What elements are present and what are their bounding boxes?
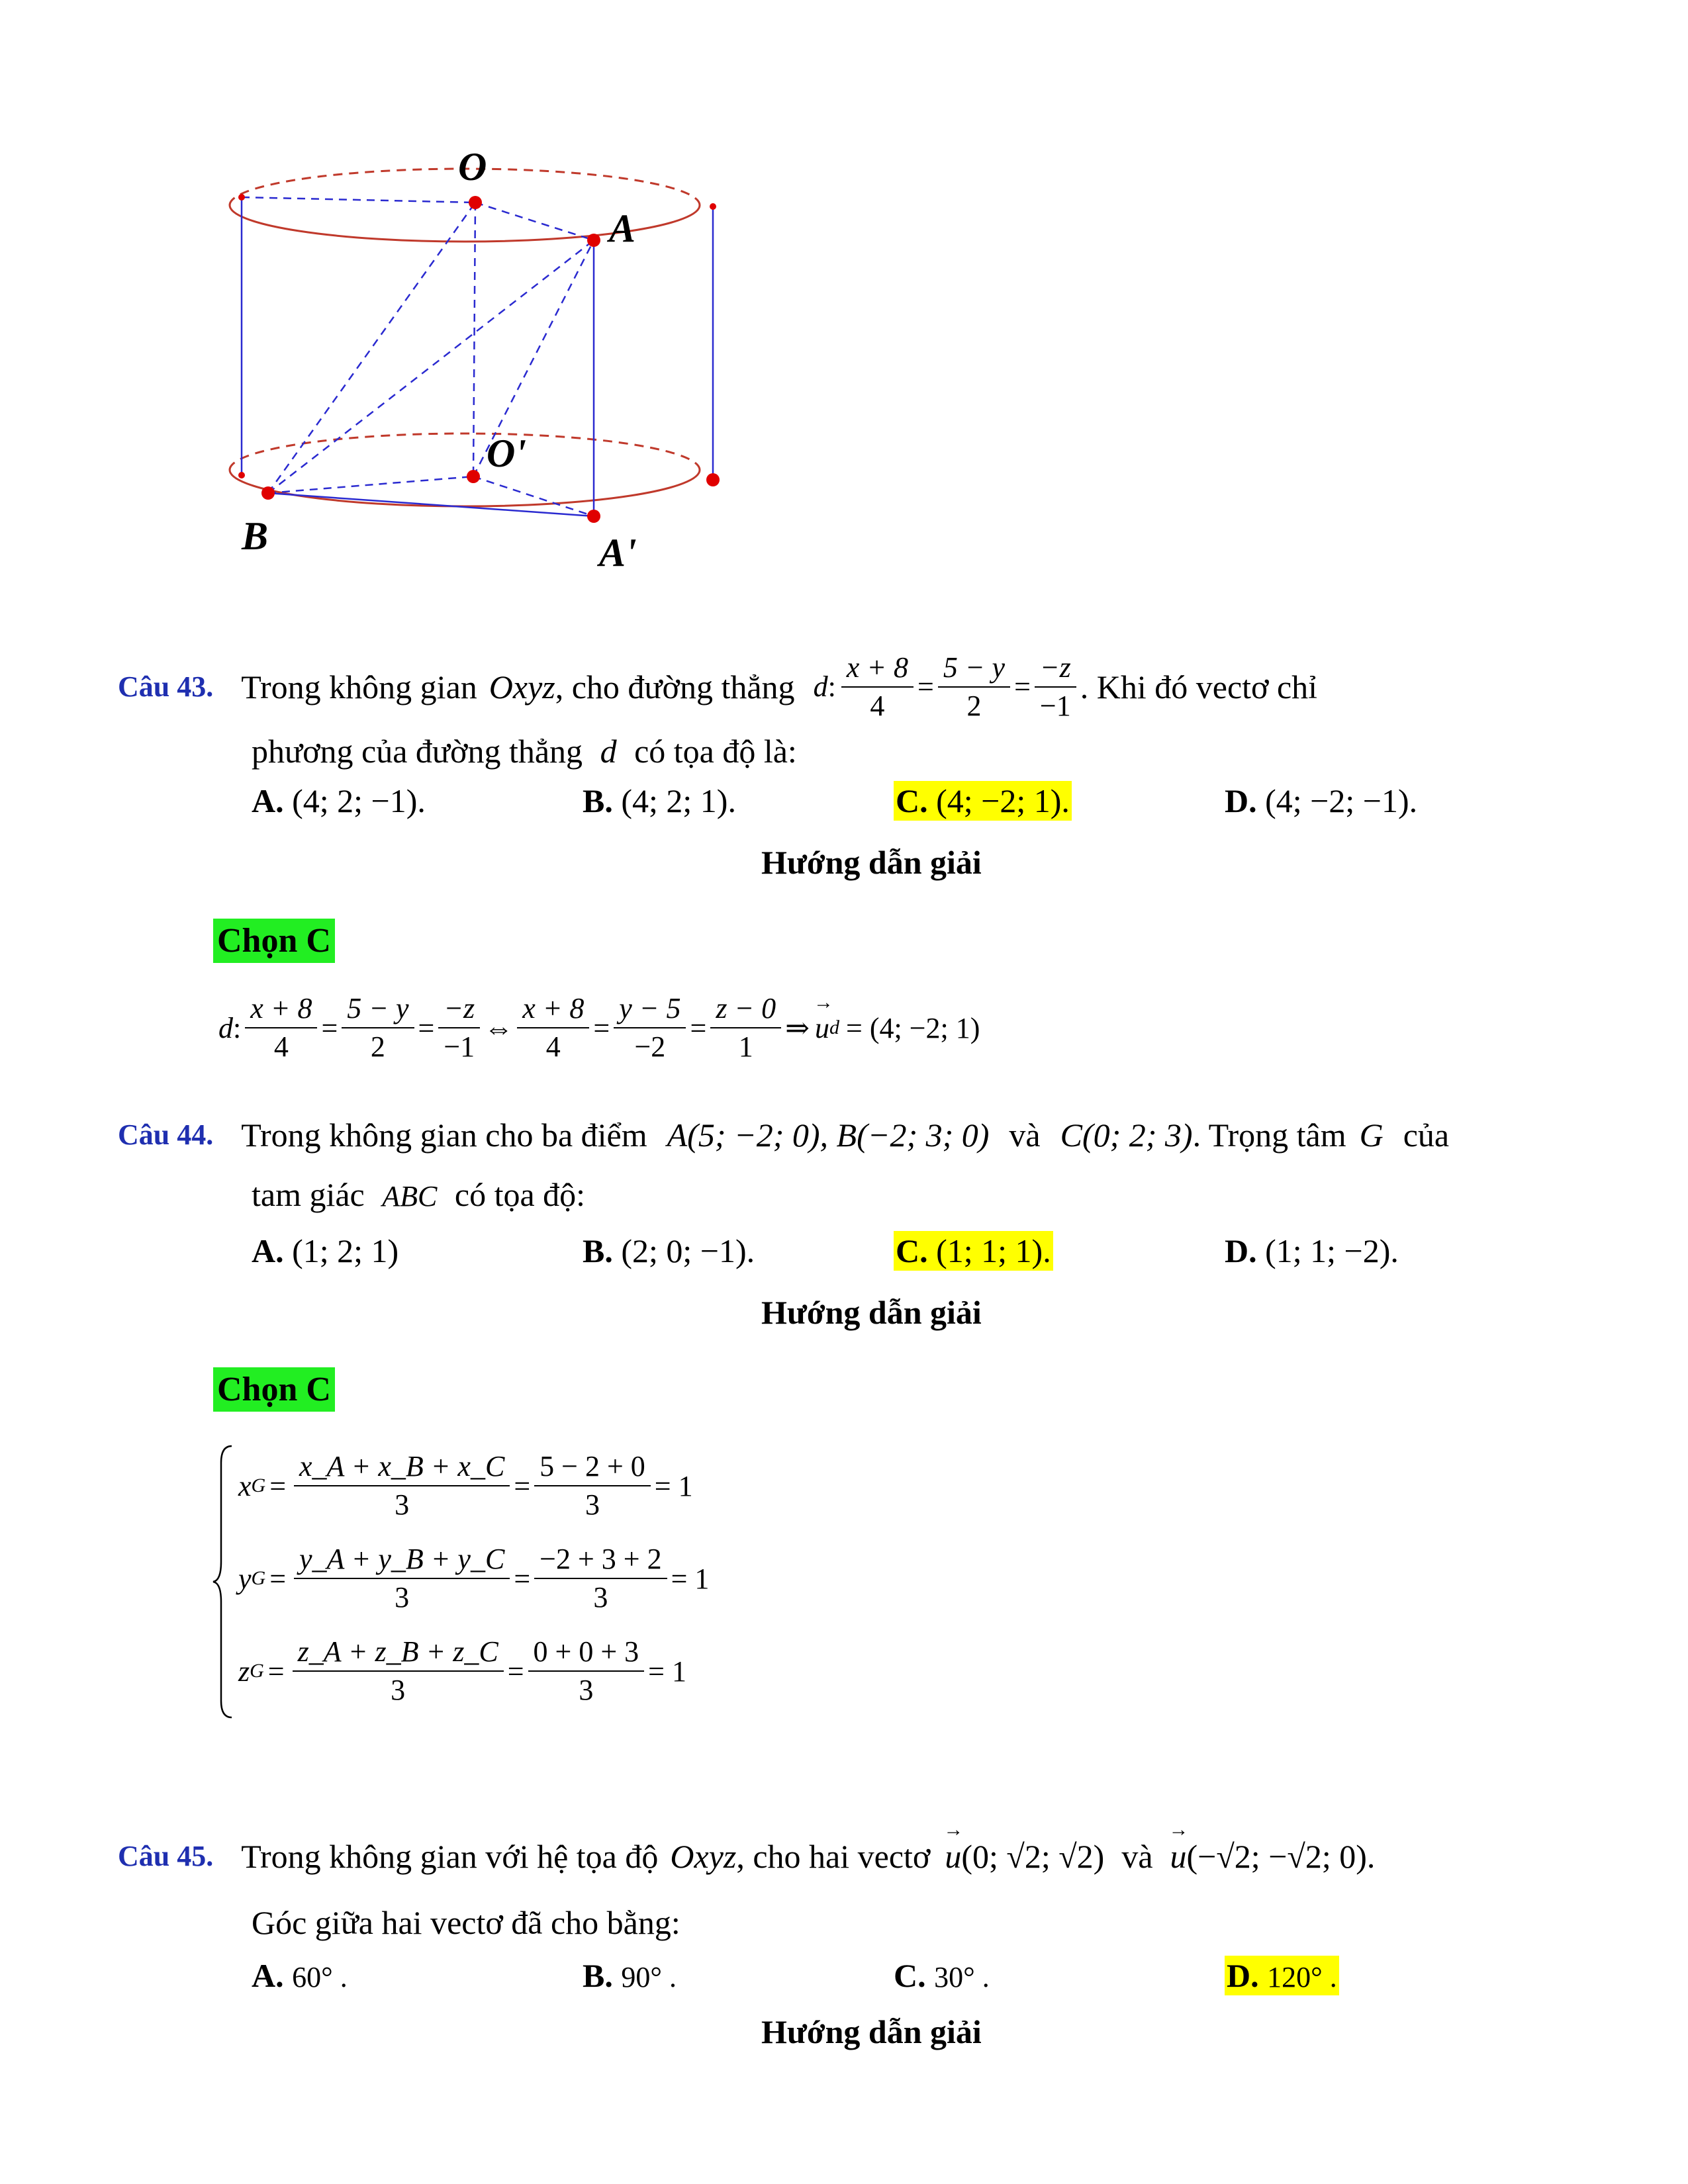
q43-text1: Trong không gian — [241, 668, 477, 706]
q45-u1-value: (0; √2; √2) — [961, 1838, 1105, 1875]
q44-option-c-value: (1; 1; 1). — [936, 1232, 1051, 1269]
q43-frac1-den: 4 — [870, 690, 885, 723]
label-A-prime: A' — [599, 531, 637, 574]
q44-eq-z-sub: G — [250, 1660, 264, 1682]
q45-text1: Trong không gian với hệ tọa độ — [241, 1838, 659, 1875]
segment-top-left-O — [242, 197, 475, 203]
point-top-right — [710, 203, 716, 210]
segment-O-prime-A-prime — [473, 477, 594, 516]
q44-system — [212, 1443, 741, 1721]
q43-frac3-num: −z — [1035, 652, 1076, 688]
q45-oxyz: Oxyz — [670, 1838, 737, 1875]
q45-line1 — [118, 1840, 1375, 1873]
q45-label: Câu 45. — [118, 1840, 214, 1872]
point-top-left — [238, 194, 245, 201]
q45-option-d-value: 120° . — [1267, 1961, 1337, 1993]
q44-option-d[interactable] — [1225, 1234, 1399, 1267]
q44-eq-x: x G = $\frac{x\_A + x\_B + x\_C}{3}$ = $\frac{5 - 2 + 0}{3}$ = 1 — [238, 1449, 693, 1521]
q43-sol-u: u — [815, 1011, 830, 1044]
q43-colon: : — [827, 670, 836, 704]
q44-option-a-letter: A. — [252, 1232, 284, 1269]
q43-frac3 — [1035, 652, 1076, 723]
q44-option-d-value: (1; 1; −2). — [1265, 1232, 1399, 1269]
q43-option-b-letter: B. — [583, 782, 613, 819]
q44-eq-x-num: x_A + x_B + x_C — [294, 1451, 510, 1486]
q43-sol-u-sub: d — [829, 1017, 840, 1039]
q43-sol-frac-f-num: y − 5 — [614, 993, 686, 1028]
q43-option-a-value: (4; 2; −1). — [292, 782, 426, 819]
q44-g: G — [1359, 1116, 1383, 1154]
q43-sol-implies: ⇒ — [785, 1011, 810, 1044]
q44-points: A(5; −2; 0), B(−2; 3; 0) — [667, 1116, 990, 1154]
q43-option-a-letter: A. — [252, 782, 284, 819]
q45-option-b-letter: B. — [583, 1957, 613, 1994]
q44-point-c: C(0; 2; 3) — [1060, 1116, 1193, 1154]
q44-eq-y-frac2 — [534, 1543, 667, 1614]
q45-text2: , cho hai vectơ — [736, 1838, 931, 1875]
q44-eq-z-den2: 3 — [579, 1674, 594, 1706]
q45-option-d-letter: D. — [1227, 1957, 1259, 1994]
segment-OO-prime — [473, 203, 475, 477]
q44-eq-x-den2: 3 — [585, 1488, 600, 1521]
q44-option-b-value: (2; 0; −1). — [621, 1232, 755, 1269]
q43-sol-frac-a-num: x + 8 — [245, 993, 317, 1028]
q44-eq-y-num: y_A + y_B + y_C — [294, 1543, 510, 1579]
point-right-bottom — [706, 473, 720, 486]
q43-line2 — [252, 735, 797, 768]
q45-and: và — [1121, 1838, 1153, 1875]
bottom-ellipse-front — [230, 470, 700, 506]
q44-eq-x-res: = 1 — [654, 1469, 693, 1502]
q43-d: d — [813, 670, 828, 704]
q43-option-c[interactable] — [894, 781, 1072, 821]
q44-label: Câu 44. — [118, 1118, 214, 1151]
q43-sol-frac-a — [245, 993, 317, 1064]
q44-eq-x-var: x — [238, 1469, 252, 1502]
q43-text2: , cho đường thẳng — [555, 668, 795, 706]
q43-frac2 — [938, 652, 1010, 723]
q44-eq-z-var: z — [238, 1655, 250, 1688]
q43-option-b-value: (4; 2; 1). — [621, 782, 736, 819]
q43-sol-frac-b — [342, 993, 414, 1064]
segment-BO-prime — [268, 477, 473, 493]
q43-frac3-den: −1 — [1039, 690, 1071, 723]
q43-sol-result: = (4; −2; 1) — [846, 1011, 980, 1044]
q44-option-b[interactable] — [583, 1234, 755, 1267]
q44-eq-y-num2: −2 + 3 + 2 — [534, 1543, 667, 1579]
q43-frac1-num: x + 8 — [841, 652, 914, 688]
q44-eq-z-res: = 1 — [648, 1655, 686, 1688]
q43-sol-equiv: ⇔ — [484, 1011, 514, 1044]
q44-eq-y-res: = 1 — [671, 1562, 710, 1595]
cylinder-figure — [218, 132, 761, 582]
q45-option-c[interactable] — [894, 1959, 990, 1992]
q44-line2a: tam giác — [252, 1176, 365, 1213]
q43-text3: . Khi đó vectơ chỉ — [1080, 668, 1318, 706]
q44-option-d-letter: D. — [1225, 1232, 1257, 1269]
q44-eq-y-den2: 3 — [593, 1581, 608, 1614]
q45-option-c-letter: C. — [894, 1957, 926, 1994]
q43-sol-frac-g — [710, 993, 781, 1064]
q44-abc: ABC — [382, 1180, 438, 1212]
q43-line1: Câu 43. Trong không gian Oxyz , cho đường thẳng d : $\frac{x + 8}{4}$ = $\frac{5 - y}{2}$ = $\frac{-z}{-1}$ . Khi đó vectơ chỉ — [118, 651, 1318, 723]
q43-option-c-value: (4; −2; 1). — [936, 782, 1070, 819]
q45-vector-u2 — [1170, 1840, 1187, 1873]
q44-eq-z-frac1 — [293, 1636, 504, 1707]
q43-line2a: phương của đường thẳng — [252, 733, 583, 770]
q44-eq-y-sub: G — [251, 1567, 266, 1589]
q43-sol-frac-e — [517, 993, 589, 1064]
q43-sol-colon: : — [233, 1011, 242, 1044]
q45-guide-title: Hướng dẫn giải — [761, 2013, 982, 2050]
q44-eq-z: z G = $\frac{z\_A + z\_B + z\_C}{3}$ = $\frac{0 + 0 + 3}{3}$ = 1 — [238, 1635, 686, 1706]
segment-BO — [268, 203, 475, 493]
q44-eq-z-num: z_A + z_B + z_C — [293, 1636, 504, 1672]
q44-option-a-value: (1; 2; 1) — [292, 1232, 399, 1269]
q43-sol-frac-a-den: 4 — [273, 1030, 289, 1064]
point-bottom-left — [238, 472, 245, 478]
q44-eq-z-frac2 — [528, 1636, 645, 1707]
q45-vector-u1 — [945, 1840, 961, 1873]
q43-guide-title: Hướng dẫn giải — [761, 844, 982, 881]
q44-eq-y-var: y — [238, 1562, 252, 1595]
q44-eq-y-frac1 — [294, 1543, 510, 1614]
q44-eq-x-den: 3 — [395, 1488, 410, 1521]
q43-sol-frac-c — [438, 993, 480, 1064]
q43-option-d-letter: D. — [1225, 782, 1257, 819]
q43-line2d: d — [600, 733, 617, 770]
q45-u2-value: (−√2; −√2; 0). — [1186, 1838, 1376, 1875]
q44-eq-y: y G = $\frac{y\_A + y\_B + y\_C}{3}$ = $\frac{-2 + 3 + 2}{3}$ = 1 — [238, 1542, 710, 1614]
q43-frac2-den: 2 — [966, 690, 982, 723]
q44-text1: Trong không gian cho ba điểm — [241, 1116, 647, 1154]
q43-option-a[interactable] — [252, 784, 426, 817]
point-O — [469, 196, 482, 209]
q44-eq-y-den: 3 — [395, 1581, 410, 1614]
bottom-ellipse-back — [230, 433, 700, 470]
q45-option-a[interactable] — [252, 1959, 348, 1992]
q43-sol-d: d — [218, 1011, 233, 1044]
q43-oxyz: Oxyz — [489, 668, 555, 706]
q43-sol-frac-e-num: x + 8 — [517, 993, 589, 1028]
q43-sol-frac-b-den: 2 — [370, 1030, 385, 1064]
q43-sol-frac-g-den: 1 — [738, 1030, 753, 1064]
q43-sol-frac-f — [614, 993, 686, 1064]
label-O: O — [458, 145, 487, 189]
q44-text2: . Trọng tâm — [1192, 1116, 1346, 1154]
q44-eq-z-den: 3 — [391, 1674, 406, 1706]
q43-label: Câu 43. — [118, 670, 214, 704]
q43-option-b[interactable] — [583, 784, 736, 817]
point-O-prime — [467, 470, 480, 483]
q43-option-c-letter: C. — [896, 782, 928, 819]
q43-choice: Chọn C — [213, 919, 335, 963]
q43-sol-frac-f-den: −2 — [634, 1030, 666, 1064]
q43-sol-frac-b-num: 5 − y — [342, 993, 414, 1028]
q43-frac1 — [841, 652, 914, 723]
q44-option-a[interactable] — [252, 1234, 399, 1267]
q43-option-d[interactable] — [1225, 784, 1417, 817]
q44-option-c-letter: C. — [896, 1232, 928, 1269]
q43-line2b: có tọa độ là: — [634, 733, 797, 770]
q44-system-brace — [212, 1443, 238, 1721]
q45-u2: u — [1170, 1838, 1187, 1875]
q45-option-b-value: 90° . — [621, 1961, 677, 1993]
q45-option-d[interactable] — [1225, 1956, 1339, 1995]
q43-sol-frac-c-den: −1 — [444, 1030, 475, 1064]
segment-BA — [268, 240, 594, 493]
q43-sol-vector-u — [815, 1011, 829, 1045]
q45-option-a-letter: A. — [252, 1957, 284, 1994]
q44-line2b: có tọa độ: — [454, 1176, 586, 1213]
label-O-prime: O' — [487, 432, 526, 475]
q44-line1 — [118, 1118, 1449, 1152]
q44-eq-x-sub: G — [251, 1475, 266, 1496]
q45-option-b[interactable] — [583, 1959, 677, 1992]
label-B: B — [242, 514, 269, 558]
q44-eq-x-frac1 — [294, 1451, 510, 1522]
q44-and: và — [1009, 1116, 1041, 1154]
q44-text3: của — [1403, 1116, 1450, 1154]
q43-frac2-num: 5 − y — [938, 652, 1010, 688]
q43-option-d-value: (4; −2; −1). — [1265, 782, 1418, 819]
q43-sol-frac-c-num: −z — [438, 993, 480, 1028]
q44-guide-title: Hướng dẫn giải — [761, 1294, 982, 1331]
q45-option-c-value: 30° . — [934, 1961, 990, 1993]
q45-option-a-value: 60° . — [292, 1961, 348, 1993]
q44-option-b-letter: B. — [583, 1232, 613, 1269]
segment-OA — [475, 203, 594, 240]
q44-eq-x-num2: 5 − 2 + 0 — [534, 1451, 651, 1486]
label-A: A — [609, 206, 636, 250]
point-A-prime — [587, 510, 600, 523]
q44-eq-z-num2: 0 + 0 + 3 — [528, 1636, 645, 1672]
q44-line2 — [252, 1178, 585, 1211]
q44-choice: Chọn C — [213, 1367, 335, 1412]
point-B — [261, 486, 275, 500]
q43-sol-frac-g-num: z − 0 — [710, 993, 781, 1028]
q45-line2: Góc giữa hai vectơ đã cho bằng: — [252, 1904, 680, 1941]
q45-u1: u — [945, 1838, 962, 1875]
q44-eq-x-frac2 — [534, 1451, 651, 1522]
point-A — [587, 234, 600, 247]
q43-sol-frac-e-den: 4 — [545, 1030, 561, 1064]
q44-option-c[interactable] — [894, 1231, 1053, 1271]
q43-solution: d : $\frac{x + 8}{4}$ = $\frac{5 - y}{2}$ = $\frac{-z}{-1}$ ⇔ $\frac{x + 8}{4}$ = $\frac{y - 5}{-2}$ = $\frac{z - 0}{1}$ ⇒ → u d = (4; −2; 1) — [218, 993, 980, 1064]
